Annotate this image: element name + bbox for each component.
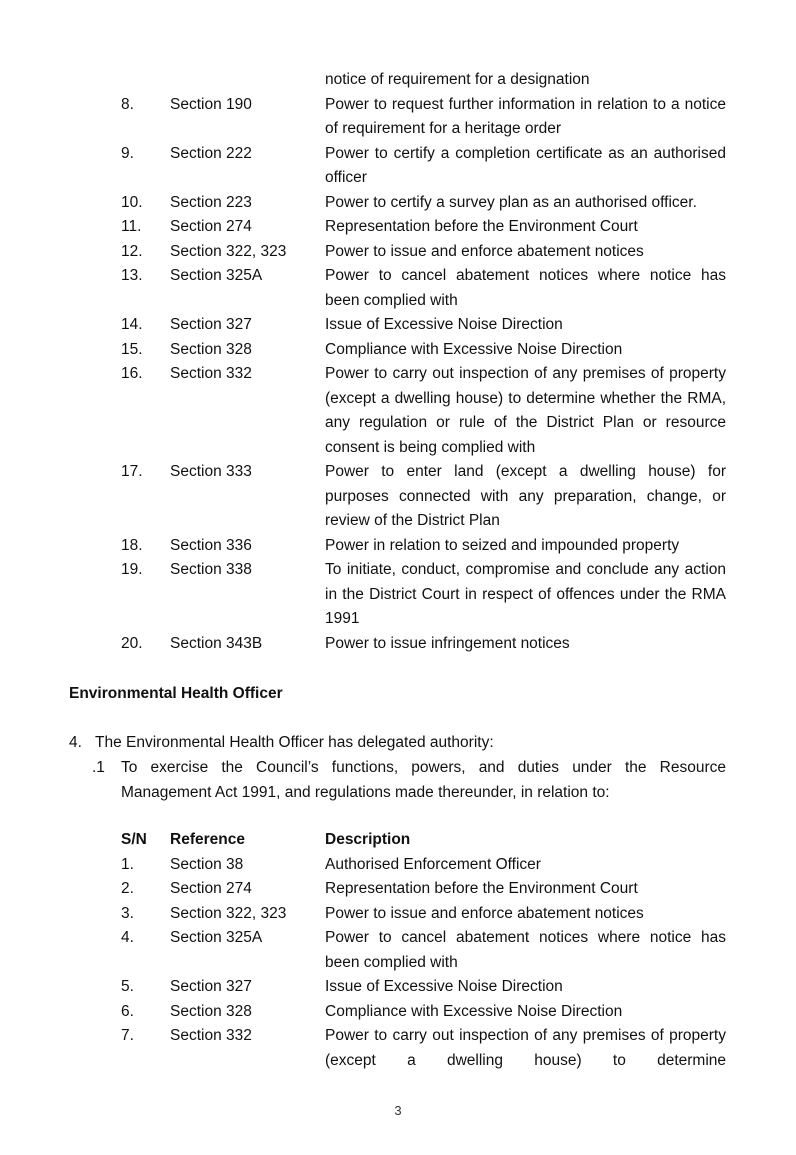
row-number: 18. (121, 536, 143, 554)
row-number: 1. (121, 855, 134, 873)
row-description: Power to enter land (except a dwelling house) for purposes connected with any preparation, change, or review of the District Plan (325, 463, 726, 529)
row-number: 17. (121, 463, 143, 480)
row-description: Power to certify a survey plan as an authorised officer. (325, 193, 697, 211)
row-section: Section 327 (170, 316, 252, 333)
row-description: Power to issue infringement notices (325, 634, 570, 652)
row-number: 14. (121, 316, 143, 333)
row-number: 9. (121, 144, 134, 162)
page-number: 3 (394, 1103, 402, 1118)
row-section: Section 223 (170, 193, 252, 211)
row-description: Representation before the Environment Court (325, 880, 638, 897)
row-description: Power in relation to seized and impounded property (325, 536, 680, 554)
row-section: Section 322, 323 (170, 242, 287, 260)
row-section: Section 190 (170, 95, 252, 113)
row-number: 12. (121, 242, 143, 260)
row-description: Power to cancel abatement notices where notice has been complied with (325, 929, 726, 971)
paragraph-4 (69, 731, 494, 755)
row-section: Section 332 (170, 1027, 252, 1044)
row-description: Compliance with Excessive Noise Direction (325, 1002, 623, 1020)
row-section: Section 328 (170, 1002, 252, 1020)
row-section: Section 333 (170, 463, 252, 480)
row-description: Power to carry out inspection of any premises of property (except a dwelling house) to determine whether the RMA, any regulation or rule of the District Plan or resource consent is being complied with (325, 365, 726, 456)
row-number: 5. (121, 978, 134, 995)
row-section: Section 328 (170, 340, 252, 358)
row-number: 19. (121, 561, 143, 578)
row-section: Section 327 (170, 978, 252, 995)
row-number: 2. (121, 880, 134, 897)
row-number: 8. (121, 95, 134, 113)
row-section: Section 325A (170, 929, 263, 946)
row-section: Section 38 (170, 855, 244, 873)
row-number: 15. (121, 340, 143, 358)
row-description: Power to issue and enforce abatement notices (325, 242, 644, 260)
header-description: Description (325, 831, 411, 848)
row-number: 20. (121, 634, 143, 652)
row-description: notice of requirement for a designation (325, 71, 590, 88)
row-section: Section 322, 323 (170, 904, 287, 922)
row-description: Issue of Excessive Noise Direction (325, 316, 563, 333)
row-description: Power to cancel abatement notices where notice has been complied with (325, 267, 726, 309)
row-description: Authorised Enforcement Officer (325, 855, 541, 873)
subparagraph-text: To exercise the Council’s functions, powers, and duties under the Resource Management Act 1991, and regulations made thereunder, in relation to: (121, 759, 726, 801)
row-section: Section 336 (170, 536, 252, 554)
row-description: Power to certify a completion certificate as an authorised officer (325, 144, 726, 186)
row-description: To initiate, conduct, compromise and conclude any action in the District Court in respect of offences under the RMA 1991 (325, 561, 726, 627)
row-section: Section 274 (170, 880, 252, 897)
section-heading: Environmental Health Officer (69, 685, 283, 702)
row-section: Section 222 (170, 144, 252, 162)
row-description: Representation before the Environment Court (325, 218, 638, 235)
row-description: Power to carry out inspection of any premises of property (except a dwelling house) to determine (325, 1027, 726, 1069)
row-number: 16. (121, 365, 143, 382)
row-number: 7. (121, 1027, 134, 1044)
row-number: 4. (121, 929, 134, 946)
row-section: Section 343B (170, 634, 263, 652)
row-description: Power to request further information in relation to a notice of requirement for a heritage order (325, 95, 726, 137)
row-number: 6. (121, 1002, 134, 1020)
row-description: Power to issue and enforce abatement notices (325, 904, 644, 922)
header-reference: Reference (170, 831, 245, 848)
subparagraph-number: .1 (92, 759, 105, 776)
row-section: Section 338 (170, 561, 252, 578)
row-section: Section 274 (170, 218, 252, 235)
row-number: 10. (121, 193, 143, 211)
row-number: 11. (121, 218, 142, 235)
paragraph-text: The Environmental Health Officer has delegated authority: (95, 734, 494, 751)
row-description: Compliance with Excessive Noise Direction (325, 340, 623, 358)
row-section: Section 325A (170, 267, 263, 284)
paragraph-number: 4. (69, 734, 82, 751)
header-sn: S/N (121, 831, 147, 848)
row-number: 3. (121, 904, 134, 922)
row-number: 13. (121, 267, 143, 284)
row-section: Section 332 (170, 365, 252, 382)
row-description: Issue of Excessive Noise Direction (325, 978, 563, 995)
